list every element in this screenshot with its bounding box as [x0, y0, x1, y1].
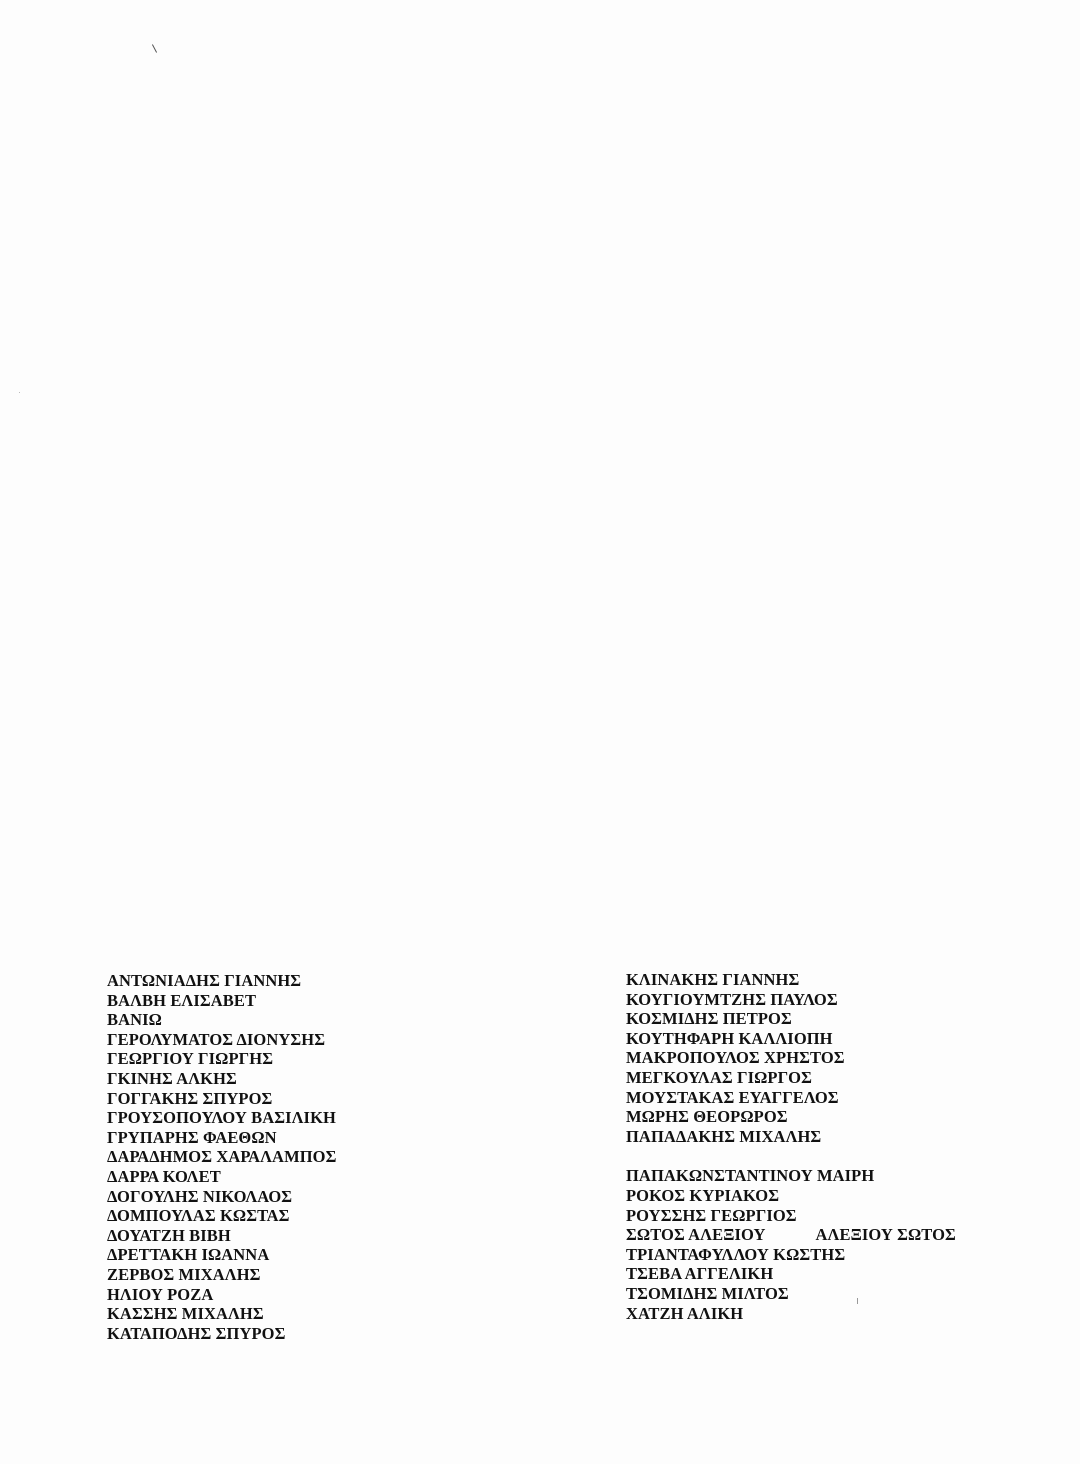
stray-pen-mark	[152, 44, 157, 52]
name-item: ΔΑΡΡΑ ΚΟΛΕΤ	[107, 1166, 221, 1186]
left-name-list	[107, 971, 337, 1343]
stray-dot	[19, 392, 20, 393]
name-item: ΓΟΓΓΑΚΗΣ ΣΠΥΡΟΣ	[107, 1088, 273, 1108]
name-item: ΑΝΤΩΝΙΑΔΗΣ ΓΙΑΝΝΗΣ	[107, 971, 302, 990]
name-item: ΒΑΛΒΗ ΕΛΙΣΑΒΕΤ	[107, 990, 257, 1010]
name-item: ΡΟΚΟΣ ΚΥΡΙΑΚΟΣ	[626, 1185, 780, 1205]
name-item: ΚΟΣΜΙΔΗΣ ΠΕΤΡΟΣ	[626, 1009, 792, 1029]
name-item: ΓΕΩΡΓΙΟΥ ΓΙΩΡΓΗΣ	[107, 1049, 274, 1069]
name-item: ΓΡΟΥΣΟΠΟΥΛΟΥ ΒΑΣΙΛΙΚΗ	[107, 1108, 336, 1128]
name-item: ΠΑΠΑΚΩΝΣΤΑΝΤΙΝΟΥ ΜΑΙΡΗ	[626, 1166, 875, 1186]
name-item: ΔΟΓΟΥΛΗΣ ΝΙΚΟΛΑΟΣ	[107, 1186, 293, 1206]
name-item: ΗΛΙΟΥ ΡΟΖΑ	[107, 1284, 214, 1304]
name-item: ΚΟΥΤΗΦΑΡΗ ΚΑΛΛΙΟΠΗ	[626, 1028, 833, 1048]
name-item: ΚΑΤΑΠΟΔΗΣ ΣΠΥΡΟΣ	[107, 1323, 286, 1343]
name-item: ΖΕΡΒΟΣ ΜΙΧΑΛΗΣ	[107, 1264, 261, 1284]
name-item: ΤΡΙΑΝΤΑΦΥΛΛΟΥ ΚΩΣΤΗΣ	[626, 1244, 846, 1264]
name-item: ΔΟΥΑΤΖΗ ΒΙΒΗ	[107, 1225, 231, 1245]
name-item: ΠΑΠΑΔΑΚΗΣ ΜΙΧΑΛΗΣ	[626, 1126, 822, 1146]
name-item: ΜΑΚΡΟΠΟΥΛΟΣ ΧΡΗΣΤΟΣ	[626, 1048, 845, 1068]
right-name-list	[626, 970, 956, 1323]
name-item: ΤΣΕΒΑ ΑΓΓΕΛΙΚΗ	[626, 1264, 774, 1284]
name-item: ΓΚΙΝΗΣ ΑΛΚΗΣ	[107, 1068, 237, 1088]
name-part-first: ΣΩΤΟΣ ΑΛΕΞΙΟΥ	[626, 1225, 766, 1245]
name-item: ΜΕΓΚΟΥΛΑΣ ΓΙΩΡΓΟΣ	[626, 1067, 813, 1087]
name-item: ΚΛΙΝΑΚΗΣ ΓΙΑΝΝΗΣ	[626, 970, 800, 989]
name-part-second: ΑΛΕΞΙΟΥ ΣΩΤΟΣ	[815, 1225, 956, 1245]
split-name-item	[626, 1225, 956, 1245]
stray-tick-mark	[857, 1298, 858, 1304]
name-item: ΧΑΤΖΗ ΑΛΙΚΗ	[626, 1303, 744, 1323]
name-item: ΓΕΡΟΛΥΜΑΤΟΣ ΔΙΟΝΥΣΗΣ	[107, 1029, 326, 1049]
name-item: ΜΟΥΣΤΑΚΑΣ ΕΥΑΓΓΕΛΟΣ	[626, 1087, 839, 1107]
name-item: ΔΟΜΠΟΥΛΑΣ ΚΩΣΤΑΣ	[107, 1206, 290, 1226]
name-item: ΓΡΥΠΑΡΗΣ ΦΑΕΘΩΝ	[107, 1127, 277, 1147]
group-spacer	[626, 1146, 956, 1166]
name-item: ΜΩΡΗΣ ΘΕΟΡΩΡΟΣ	[626, 1107, 788, 1127]
name-item: ΤΣΟΜΙΔΗΣ ΜΙΛΤΟΣ	[626, 1283, 789, 1303]
name-item: ΒΑΝΙΩ	[107, 1010, 162, 1030]
name-item: ΡΟΥΣΣΗΣ ΓΕΩΡΓΙΟΣ	[626, 1205, 797, 1225]
name-item: ΚΟΥΓΙΟΥΜΤΖΗΣ ΠΑΥΛΟΣ	[626, 989, 838, 1009]
name-item: ΚΑΣΣΗΣ ΜΙΧΑΛΗΣ	[107, 1304, 264, 1324]
name-item: ΔΑΡΑΔΗΜΟΣ ΧΑΡΑΛΑΜΠΟΣ	[107, 1147, 337, 1167]
name-item: ΔΡΕΤΤΑΚΗ ΙΩΑΝΝΑ	[107, 1245, 270, 1265]
